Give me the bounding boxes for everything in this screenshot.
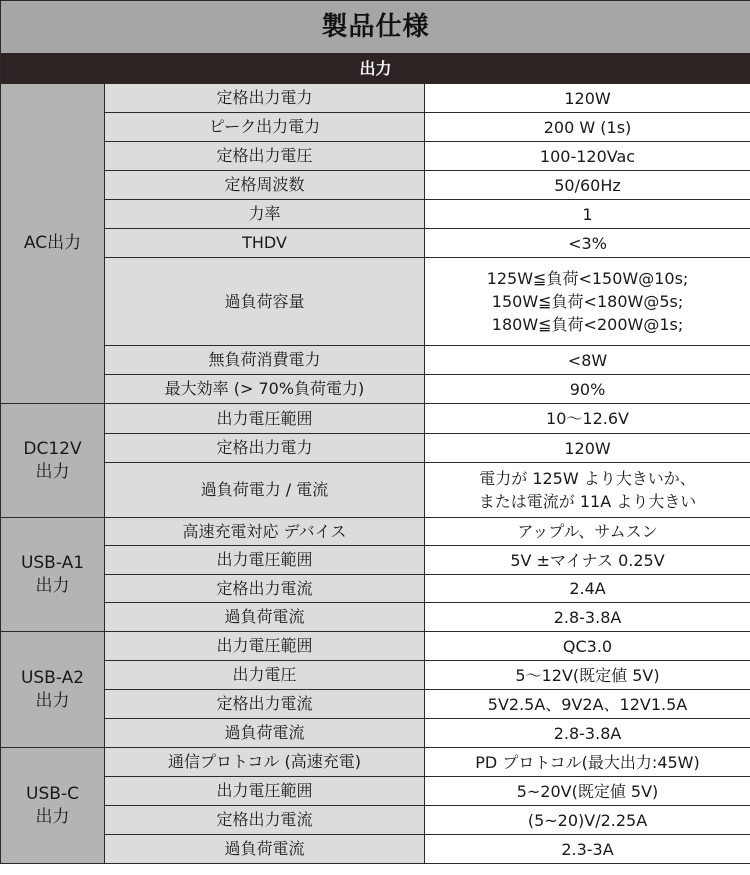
spec-value: 2.8-3.8A	[425, 719, 750, 748]
group-label: DC12V 出力	[1, 404, 105, 518]
spec-row	[1, 84, 750, 113]
spec-label: 出力電圧範囲	[105, 404, 425, 434]
spec-row	[1, 434, 750, 463]
spec-value: 100-120Vac	[425, 142, 750, 171]
spec-value: 2.3-3A	[425, 835, 750, 864]
group-label: USB-C 出力	[1, 748, 105, 864]
spec-row	[1, 806, 750, 835]
spec-row	[1, 518, 750, 546]
section-band: 出力	[1, 54, 750, 84]
spec-value: 200 W (1s)	[425, 113, 750, 142]
spec-row	[1, 835, 750, 864]
spec-label: 無負荷消費電力	[105, 346, 425, 375]
spec-value: 5〜12V(既定値 5V)	[425, 661, 750, 690]
spec-row	[1, 229, 750, 258]
spec-label: 過負荷電力 / 電流	[105, 463, 425, 518]
spec-label: 過負荷容量	[105, 258, 425, 346]
spec-label: 通信プロトコル (高速充電)	[105, 748, 425, 777]
spec-row	[1, 546, 750, 575]
spec-value: (5~20)V/2.25A	[425, 806, 750, 835]
spec-label: 出力電圧	[105, 661, 425, 690]
group-label: AC出力	[1, 84, 105, 404]
spec-label: 出力電圧範囲	[105, 777, 425, 806]
spec-value: 5V2.5A、9V2A、12V1.5A	[425, 690, 750, 719]
spec-row	[1, 575, 750, 603]
spec-label: 定格周波数	[105, 171, 425, 200]
spec-value: 5~20V(既定値 5V)	[425, 777, 750, 806]
spec-label: 過負荷電流	[105, 603, 425, 632]
section-row	[1, 54, 750, 84]
spec-row	[1, 719, 750, 748]
spec-row	[1, 258, 750, 346]
spec-row	[1, 113, 750, 142]
group-label: USB-A1 出力	[1, 518, 105, 632]
spec-label: THDV	[105, 229, 425, 258]
spec-row	[1, 603, 750, 632]
spec-label: 定格出力電力	[105, 434, 425, 463]
spec-value: <8W	[425, 346, 750, 375]
spec-value: 90%	[425, 375, 750, 404]
spec-row	[1, 404, 750, 434]
title-row	[1, 1, 750, 54]
spec-value: PD プロトコル(最大出力:45W)	[425, 748, 750, 777]
spec-label: 定格出力電圧	[105, 142, 425, 171]
spec-label: 定格出力電力	[105, 84, 425, 113]
spec-value: 2.4A	[425, 575, 750, 603]
spec-row	[1, 690, 750, 719]
spec-value: 120W	[425, 84, 750, 113]
spec-value: 電力が 125W より大きいか、 または電流が 11A より大きい	[425, 463, 750, 518]
spec-row	[1, 375, 750, 404]
spec-value: 50/60Hz	[425, 171, 750, 200]
spec-value: 10〜12.6V	[425, 404, 750, 434]
spec-row	[1, 171, 750, 200]
spec-label: 出力電圧範囲	[105, 632, 425, 661]
spec-row	[1, 661, 750, 690]
spec-label: 過負荷電流	[105, 719, 425, 748]
spec-label: 定格出力電流	[105, 690, 425, 719]
spec-title: 製品仕様	[1, 1, 750, 54]
spec-label: 過負荷電流	[105, 835, 425, 864]
spec-label: 定格出力電流	[105, 575, 425, 603]
spec-row	[1, 200, 750, 229]
spec-value: QC3.0	[425, 632, 750, 661]
spec-value: アップル、サムスン	[425, 518, 750, 546]
spec-value: <3%	[425, 229, 750, 258]
spec-label: 定格出力電流	[105, 806, 425, 835]
spec-label: 最大効率 (> 70%負荷電力)	[105, 375, 425, 404]
spec-row	[1, 632, 750, 661]
spec-value: 125W≦負荷<150W@10s; 150W≦負荷<180W@5s; 180W≦負荷<200W@1s;	[425, 258, 750, 346]
group-label: USB-A2 出力	[1, 632, 105, 748]
spec-row	[1, 463, 750, 518]
spec-value: 120W	[425, 434, 750, 463]
spec-row	[1, 748, 750, 777]
spec-row	[1, 777, 750, 806]
spec-label: 力率	[105, 200, 425, 229]
spec-row	[1, 346, 750, 375]
spec-value: 2.8-3.8A	[425, 603, 750, 632]
spec-label: 高速充電対応 デバイス	[105, 518, 425, 546]
spec-value: 5V ±マイナス 0.25V	[425, 546, 750, 575]
spec-value: 1	[425, 200, 750, 229]
spec-label: ピーク出力電力	[105, 113, 425, 142]
spec-row	[1, 142, 750, 171]
spec-label: 出力電圧範囲	[105, 546, 425, 575]
